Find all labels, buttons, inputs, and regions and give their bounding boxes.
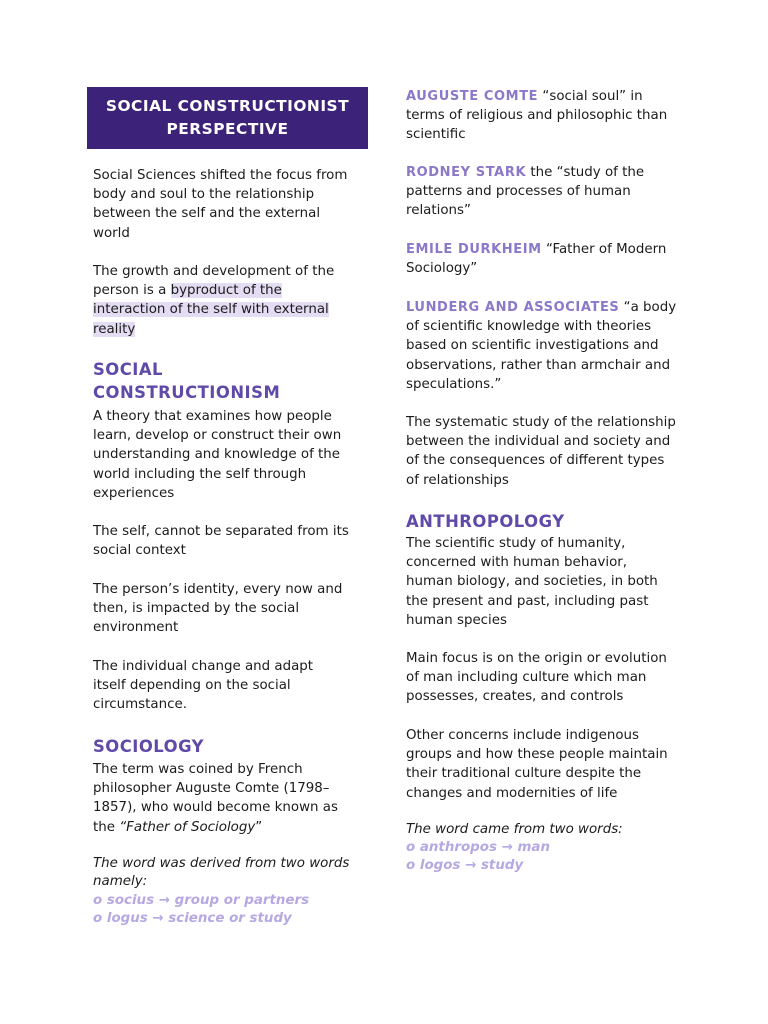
identity-paragraph: The person’s identity, every now and then, is impacted by the social environment <box>93 582 343 636</box>
self-context-paragraph: The self, cannot be separated from its social context <box>93 524 349 559</box>
title-line-1: SOCIAL CONSTRUCTIONIST <box>105 97 350 115</box>
lunderg-name: LUNDERG AND ASSOCIATES <box>406 300 620 315</box>
stark-name: RODNEY STARK <box>406 165 527 180</box>
main-focus-paragraph: Main focus is on the origin or evolution of man including culture which man possesses, creates, and controls <box>406 651 667 705</box>
durkheim-text: “Father of Modern Sociology” <box>406 242 667 277</box>
anthropology-heading: ANTHROPOLOGY <box>406 512 565 531</box>
heading-line-2: CONSTRUCTIONISM <box>93 383 281 402</box>
heading-line-1: SOCIAL <box>93 360 163 379</box>
individual-change-paragraph: The individual change and adapt itself depending on the social circumstance. <box>93 659 314 713</box>
highlighted-text: byproduct of the interaction of the self with external reality <box>93 283 329 337</box>
sociology-heading: SOCIOLOGY <box>93 737 205 756</box>
anthropos-item: o anthropos → man <box>406 840 550 855</box>
lunderg-entry <box>406 298 684 394</box>
comte-name: AUGUSTE COMTE <box>406 89 539 104</box>
sociology-word-origin: The word was derived from two words namely: <box>93 856 350 889</box>
sociology-definition <box>93 760 343 837</box>
systematic-study-paragraph: The systematic study of the relationship between the individual and society and of the consequences of different types of relationships <box>406 415 676 488</box>
closing-quote: ” <box>255 819 263 835</box>
social-constructionism-heading <box>93 358 280 404</box>
durkheim-name: EMILE DURKHEIM <box>406 242 542 257</box>
title-line-2: PERSPECTIVE <box>166 120 289 138</box>
sociology-def-text: The term was coined by French philosopher Auguste Comte (1798–1857), who would become known as the <box>93 762 338 835</box>
anthropology-word-origin: The word came from two words: <box>406 822 623 837</box>
social-constructionism-definition: A theory that examines how people learn, develop or construct their own understanding and knowledge of the world including the self through experiences <box>93 409 342 501</box>
intro-paragraph-2 <box>93 262 343 339</box>
other-concerns-paragraph: Other concerns include indigenous groups and how these people maintain their traditional culture despite the changes and modernities of life <box>406 728 668 801</box>
comte-entry <box>406 87 681 145</box>
logos-item: o logos → study <box>406 858 524 873</box>
anthropology-definition: The scientific study of humanity, concerned with human behavior, human biology, and societies, in both the present and past, including past human species <box>406 536 658 628</box>
father-of-sociology: “Father of Sociology <box>119 819 256 835</box>
intro-2-text: The growth and development of the person is a <box>93 264 335 299</box>
comte-text: “social soul” in terms of religious and philosophic than scientific <box>406 89 668 143</box>
socius-item: o socius → group or partners <box>93 893 310 908</box>
stark-entry <box>406 163 666 221</box>
stark-text: the “study of the patterns and processes of human relations” <box>406 165 645 219</box>
lunderg-text: “a body of scientific knowledge with theories based on scientific investigations and observations, rather than armchair and speculations.” <box>406 300 677 392</box>
durkheim-entry <box>406 240 681 278</box>
title-banner <box>87 87 368 149</box>
logus-item: o logus → science or study <box>93 911 292 926</box>
intro-paragraph: Social Sciences shifted the focus from body and soul to the relationship between the self and the external world <box>93 168 348 241</box>
